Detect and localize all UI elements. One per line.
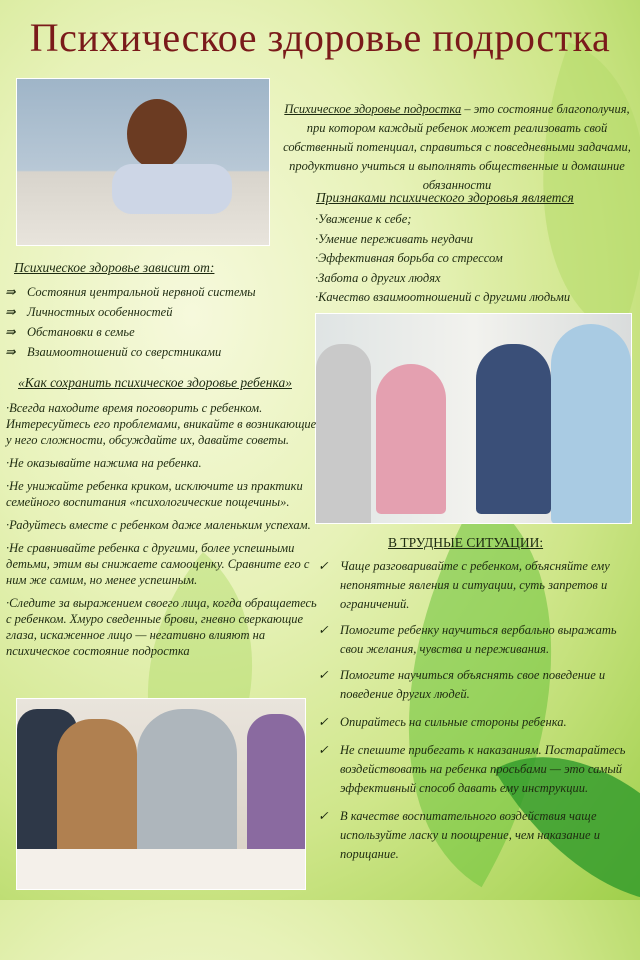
- list-item: ·Не унижайте ребенка криком, исключите из практики семейного воспитания «психологические пощечины».: [6, 479, 303, 509]
- definition-term: Психическое здоровье подростка: [284, 102, 462, 116]
- list-item: Помогите научиться объяснять свое поведение и поведение других людей.: [340, 668, 606, 701]
- checkmark-icon: ✓: [318, 559, 329, 573]
- photo-teen-girl-headphones: [16, 78, 270, 246]
- double-arrow-icon: ⇛: [5, 285, 16, 299]
- checkmark-icon: ✓: [318, 623, 329, 637]
- keep-list: [6, 400, 320, 659]
- double-arrow-icon: ⇛: [5, 325, 16, 339]
- double-arrow-icon: ⇛: [5, 305, 16, 319]
- list-item: ·Умение переживать неудачи: [315, 231, 474, 246]
- photo-family-conversation: [315, 313, 632, 524]
- checkmark-icon: ✓: [318, 809, 329, 823]
- list-item: ·Радуйтесь вместе с ребенком даже маленьким успехам.: [6, 518, 311, 532]
- list-item: ·Эффективная борьба со стрессом: [315, 251, 503, 265]
- list-item: Личностных особенностей: [27, 305, 173, 319]
- list-item: ·Качество взаимоотношений с другими людьми: [315, 290, 571, 304]
- list-item: Чаще разговаривайте с ребенком, объясняйте ему непонятные явления и ситуации, суть запретов и ограничений.: [340, 559, 610, 611]
- list-item: ·Забота о других людях: [315, 270, 441, 285]
- list-item: В качестве воспитательного воздействия чаще используйте ласку и поощрение, чем наказание и порицание.: [340, 809, 600, 861]
- page-title: Психическое здоровье подростка: [29, 15, 611, 60]
- list-item: Взаимоотношений со сверстниками: [27, 345, 222, 359]
- checkmark-icon: ✓: [318, 668, 329, 682]
- list-item: Опирайтесь на сильные стороны ребенка.: [340, 715, 567, 729]
- signs-heading: Признаками психического здоровья является: [316, 190, 574, 205]
- list-item: ·Не оказывайте нажима на ребенка.: [6, 456, 202, 470]
- signs-list: [315, 210, 570, 308]
- definition-text: [276, 100, 638, 195]
- photo-students-studying: [16, 698, 306, 890]
- depends-heading: Психическое здоровье зависит от:: [14, 260, 215, 275]
- definition-body: – это состояние благополучия, при котором каждый ребенок может реализовать свой собственный потенциал, справиться с повседневными задачами, продуктивно учиться и выполнять общественные и домашние обязанности: [283, 102, 631, 192]
- difficult-list: [318, 557, 630, 864]
- list-item: Обстановки в семье: [27, 325, 135, 339]
- list-item: ·Уважение к себе;: [315, 212, 412, 226]
- list-item: ·Следите за выражением своего лица, когда обращаетесь с ребенком. Хмуро сведенные брови, гневно сверкающие глаза, искаженное лицо — негативно влияют на психическое состояние подростка: [6, 596, 317, 658]
- depends-list: [5, 282, 256, 362]
- double-arrow-icon: ⇛: [5, 345, 16, 359]
- keep-heading: «Как сохранить психическое здоровье ребенка»: [18, 375, 292, 390]
- checkmark-icon: ✓: [318, 743, 329, 757]
- list-item: Не спешите прибегать к наказаниям. Постарайтесь воздействовать на ребенка просьбами — это самый эффективный способ давать ему инструкции.: [340, 743, 626, 795]
- list-item: Помогите ребенку научиться вербально выражать свои желания, чувства и переживания.: [340, 623, 617, 656]
- checkmark-icon: ✓: [318, 715, 329, 729]
- list-item: ·Всегда находите время поговорить с ребенком. Интересуйтесь его проблемами, вникайте в возникающие у него сложности, обсуждайте их, давайте советы.: [6, 401, 317, 447]
- difficult-heading: В ТРУДНЫЕ СИТУАЦИИ:: [388, 535, 544, 550]
- list-item: Состояния центральной нервной системы: [27, 285, 256, 299]
- list-item: ·Не сравнивайте ребенка с другими, более успешными детьми, этим вы снижаете самооценку. Сравните его с ним же самим, но менее успешным.: [6, 541, 310, 587]
